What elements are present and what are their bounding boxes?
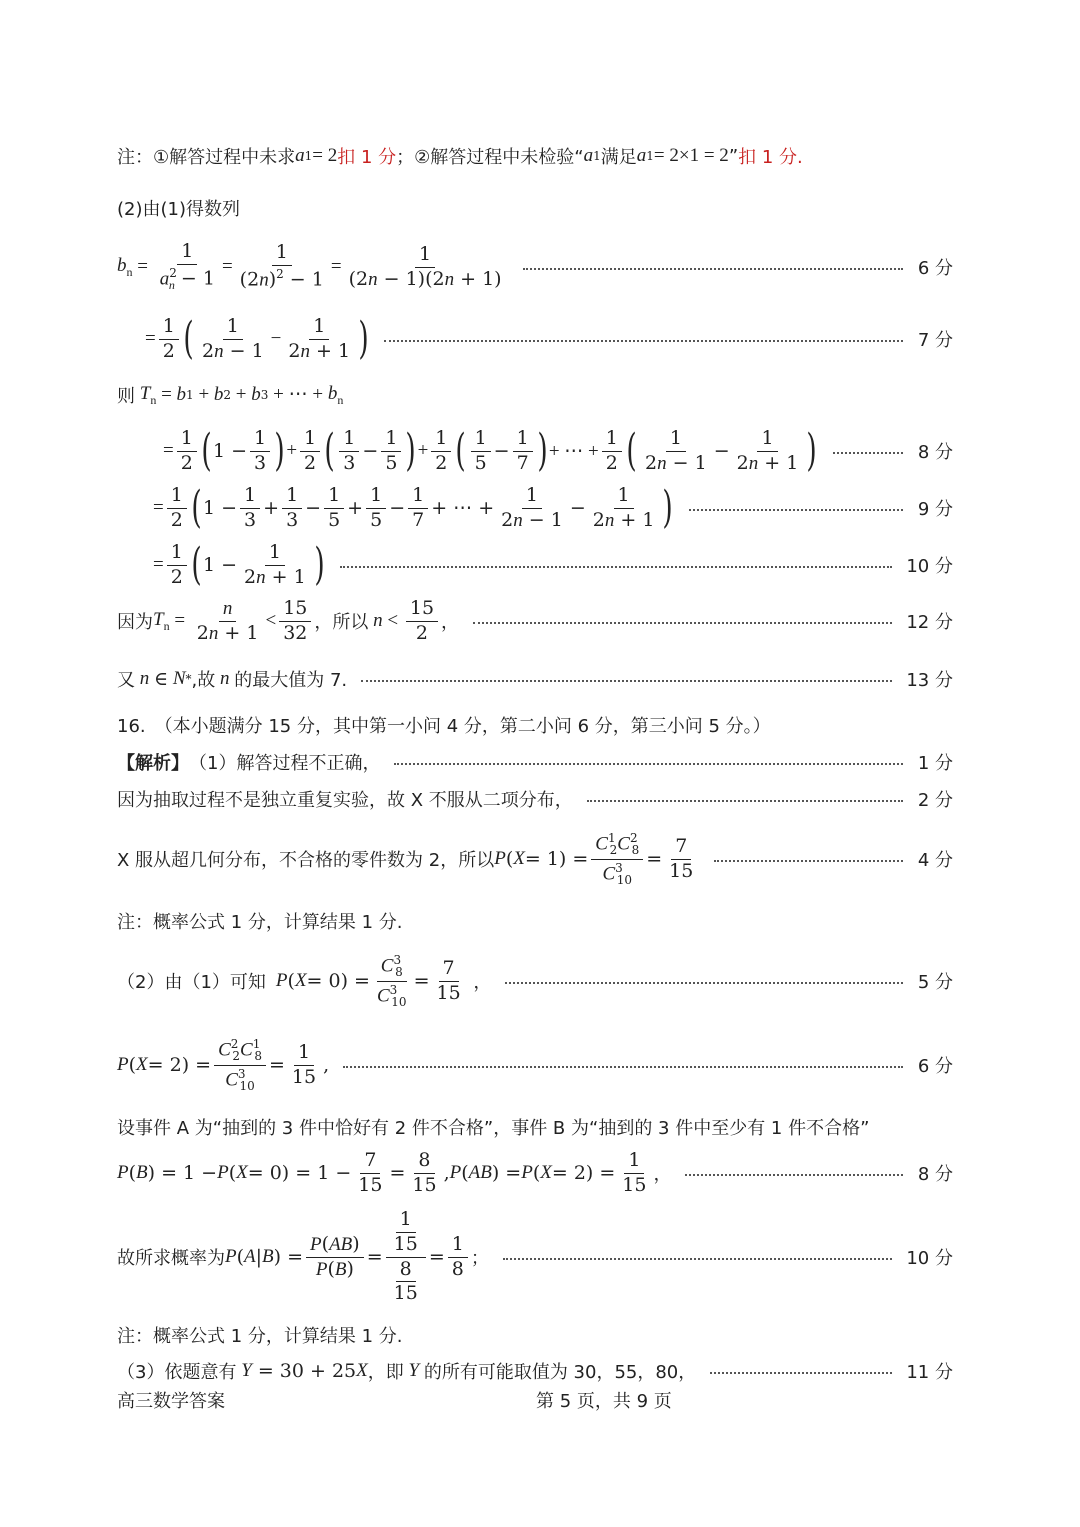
sum-expansion-line xyxy=(117,422,953,480)
penalty-2: 扣 1 分. xyxy=(738,147,803,168)
so-text: ，所以 xyxy=(314,612,369,633)
telescoping-line xyxy=(117,479,953,537)
score-10b: 10 分 xyxy=(906,1248,953,1269)
formula-a1: a xyxy=(295,145,305,166)
note2-text: 注：概率公式 1 分，计算结果 1 分. xyxy=(117,912,403,933)
px2-formula: P ( X = 2) = $\frac{C^2_2C^1_8}{C^3_{10}}$ = $\frac{1}{15}$ , xyxy=(117,1036,330,1093)
sub: 1 xyxy=(593,149,601,163)
score-12: 12 分 xyxy=(906,612,953,633)
result-text: 故所求概率为 xyxy=(117,1248,225,1269)
part2-intro xyxy=(117,195,953,221)
n-bound-formula: n < $\frac{15}{2}$ ， xyxy=(368,596,460,644)
event-line xyxy=(117,1114,953,1140)
score-5: 5 分 xyxy=(917,972,953,993)
penalty-1: 扣 1 分 xyxy=(337,147,397,168)
then-text: 则 xyxy=(117,386,135,407)
event-text: 设事件 A 为“抽到的 3 件中恰好有 2 件不合格”，事件 B 为“抽到的 3 件中至少有 1 件不合格” xyxy=(117,1118,870,1139)
sub: 1 xyxy=(646,149,654,163)
leader-dots xyxy=(340,566,892,568)
px0-formula: P ( X = 0) = $\frac{C^3_8}{C^3_{10}}$ = $\frac{7}{15}$ ， xyxy=(275,952,492,1009)
score-7a: 7 分 xyxy=(917,330,953,351)
pb-formula: P ( B ) = 1 − P ( X = 0) = 1 − $\frac{7}{15}$ = $\frac{8}{15}$ , P ( AB ) = P ( X = 2) = $\frac{1}{15}$ ， xyxy=(117,1148,672,1196)
quote-close: ” xyxy=(728,145,739,167)
score-11: 11 分 xyxy=(906,1362,953,1383)
analysis-text: （1）解答过程不正确， xyxy=(189,753,381,774)
telescoping-formula: = $\frac{1}{2}$ ( 1 − $\frac{1}{3}$ + $\frac{1}{3}$ − $\frac{1}{5}$ + $\frac{1}{5}$ − $\frac{1}{7}$ + ⋯ + $\frac{1}{2n - 1}$ − $\frac{1}{2n + 1}$ ) xyxy=(153,482,674,533)
bn-formula-line xyxy=(117,238,953,296)
analysis-line xyxy=(117,749,953,775)
note-line-2 xyxy=(117,908,953,934)
footer-left: 高三数学答案 xyxy=(117,1391,225,1412)
also-text-a: 又 xyxy=(117,670,135,691)
hyper-line xyxy=(117,830,953,888)
leader-dots xyxy=(394,763,903,765)
score-1: 1 分 xyxy=(917,753,953,774)
part3-text-a: （3）依题意有 xyxy=(117,1362,237,1383)
leader-dots xyxy=(523,268,903,270)
tn-def-formula: $T_n$ = b 1 + b 2 + b 3 + ⋯ + $b_n$ xyxy=(135,382,344,407)
simplified-line xyxy=(117,536,953,594)
leader-dots xyxy=(505,982,903,984)
note-mid: ；②解答过程中未检验“ xyxy=(396,147,584,168)
px2-line xyxy=(117,1036,953,1094)
leader-dots xyxy=(384,340,903,342)
bn-formula: $b_n$ = $\frac{1}{a^2_n - 1}$ = $\frac{1}{(2n)^2 - 1}$ = $\frac{1}{(2n - 1)(2n + 1)}$ xyxy=(117,240,502,293)
leader-dots xyxy=(361,680,892,682)
part3-text-c: 的所有可能取值为 30，55，80， xyxy=(423,1362,697,1383)
because-text: 因为 xyxy=(117,612,153,633)
sub: 1 xyxy=(304,149,313,163)
simplified-formula: = $\frac{1}{2}$ ( 1 − $\frac{1}{2n + 1}$ ) xyxy=(153,539,325,590)
score-4: 4 分 xyxy=(917,850,953,871)
part2b-text: （2）由（1）可知 xyxy=(117,972,266,993)
analysis-label: 【解析】 xyxy=(117,753,189,774)
y-formula: Y = 30 + 25 X xyxy=(236,1360,368,1382)
also-text-b: ,故 xyxy=(191,670,216,691)
footer-page-number: 第 5 页，共 9 页 xyxy=(536,1391,672,1412)
score-6b: 6 分 xyxy=(917,1056,953,1077)
also-text-c: 的最大值为 7. xyxy=(234,670,348,691)
leader-dots xyxy=(473,622,892,624)
score-9a: 9 分 xyxy=(917,499,953,520)
tn-def-line xyxy=(117,382,953,408)
formula-eq: = 2 xyxy=(312,145,338,166)
score-8a: 8 分 xyxy=(917,442,953,463)
q16-title-line xyxy=(117,712,953,738)
leader-dots xyxy=(503,1258,893,1260)
formula-a1c: a xyxy=(636,145,647,166)
hyper-text: X 服从超几何分布，不合格的零件数为 2，所以 xyxy=(117,850,495,871)
conditional-formula: P ( A | B ) = $\frac{P(AB)}{P(B)}$ = $\frac{\frac{1}{15}}{\frac{8}{15}}$ = $\frac{1}{8}$ ； xyxy=(225,1207,489,1305)
leader-dots xyxy=(587,800,903,802)
note-line-1 xyxy=(117,143,953,169)
reason-text: 因为抽取过程不是独立重复实验，故 X 不服从二项分布， xyxy=(117,790,573,811)
leader-dots xyxy=(343,1066,903,1068)
leader-dots xyxy=(710,1372,892,1374)
part2-intro-text: (2)由(1)得数列 xyxy=(117,199,240,220)
leader-dots xyxy=(689,509,903,511)
sum-expansion-formula: = $\frac{1}{2}$ ( 1 − $\frac{1}{3}$ ) + $\frac{1}{2}$ ( $\frac{1}{3}$ − $\frac{1}{5}$ ) + $\frac{1}{2}$ ( $\frac{1}{5}$ − $\frac{1}{7}$ ) + ⋯ + $\frac{1}{2}$ ( $\frac{1}{2n - 1}$ − $\frac{1}{2n + 1}$ ) xyxy=(163,425,818,476)
part3-line: （3）依题意有 Y = 30 + 25 X ，即 Y 的所有可能取值为 30，55，80， 11 分 xyxy=(117,1360,953,1383)
leader-dots xyxy=(685,1174,903,1176)
formula-eq2: = 2×1 = 2 xyxy=(653,145,729,166)
px1-formula: P ( X = 1) = $\frac{C^1_2C^2_8}{C^3_{10}}$ = $\frac{7}{15}$ xyxy=(494,830,694,887)
reason-line xyxy=(117,786,953,812)
result-line xyxy=(117,1207,953,1305)
inequality-formula: $T_n$ = $\frac{n}{2n + 1}$ < $\frac{15}{32}$ xyxy=(153,599,314,644)
score-6a: 6 分 xyxy=(917,258,953,279)
leader-dots xyxy=(714,860,903,862)
pb-line xyxy=(117,1146,953,1200)
bn-split-line xyxy=(117,310,953,368)
q16-title: 16. （本小题满分 15 分，其中第一小问 4 分，第二小问 6 分，第三小问 5 分。） xyxy=(117,716,771,737)
part3-text-b: ，即 xyxy=(367,1362,404,1383)
score-13: 13 分 xyxy=(906,670,953,691)
score-2: 2 分 xyxy=(917,790,953,811)
score-8b: 8 分 xyxy=(917,1164,953,1185)
leader-dots xyxy=(833,452,903,454)
note3-text: 注：概率公式 1 分，计算结果 1 分. xyxy=(117,1326,403,1347)
note-prefix: 注：①解答过程中未求 xyxy=(117,147,296,168)
because-line xyxy=(117,594,953,648)
score-10a: 10 分 xyxy=(906,556,953,577)
max-n-line: 又 n ∈ N * ,故 n 的最大值为 7. 13 分 xyxy=(117,668,953,691)
note-mid2: 满足 xyxy=(600,147,637,168)
note-line-3 xyxy=(117,1322,953,1348)
bn-split-formula: = $\frac{1}{2}$ ( $\frac{1}{2n - 1}$ − $\frac{1}{2n + 1}$ ) xyxy=(145,313,369,364)
formula-a1b: a xyxy=(583,145,594,166)
px0-line xyxy=(117,952,953,1010)
